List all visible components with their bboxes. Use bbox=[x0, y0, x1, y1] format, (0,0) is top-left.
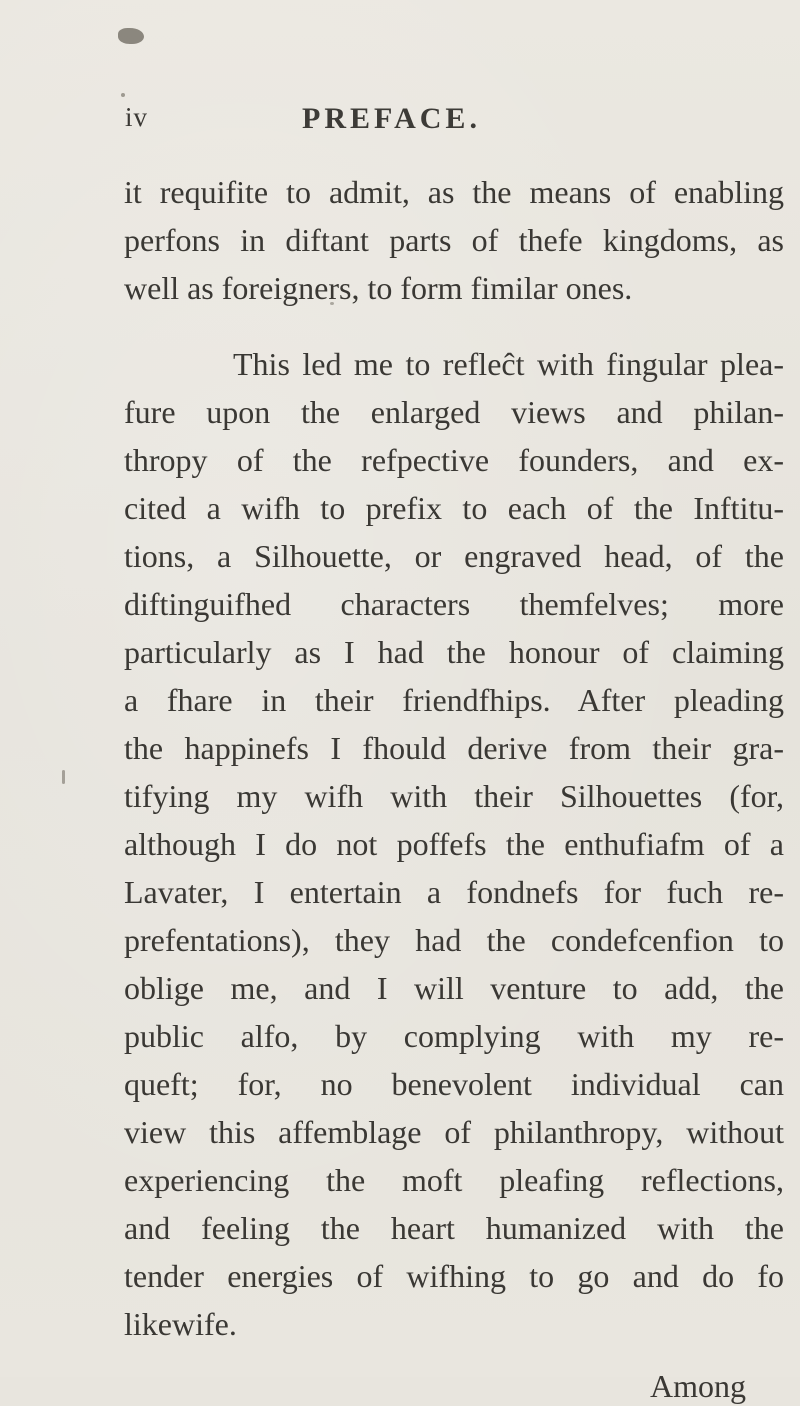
text-line: it requifite to admit, as the means of enabling bbox=[124, 174, 784, 210]
text-line: well as foreigners, to form fimilar ones. bbox=[124, 270, 633, 306]
text-line: although I do not poffefs the enthufiafm of a bbox=[124, 826, 784, 862]
text-line: thropy of the refpective founders, and ex- bbox=[124, 442, 784, 478]
paragraph-start-line: This led me to refleĉt with fingular plea- bbox=[233, 346, 784, 382]
text-line: tifying my wifh with their Silhouettes (for, bbox=[124, 778, 784, 814]
ink-blemish bbox=[121, 93, 125, 97]
text-line: cited a wifh to prefix to each of the Inftitu- bbox=[124, 490, 784, 526]
text-line: prefentations), they had the condefcenfion to bbox=[124, 922, 784, 958]
text-line: fure upon the enlarged views and philan- bbox=[124, 394, 784, 430]
text-line: experiencing the moft pleafing reflections, bbox=[124, 1162, 784, 1198]
text-line: queft; for, no benevolent individual can bbox=[124, 1066, 784, 1102]
text-line: a fhare in their friendfhips. After pleading bbox=[124, 682, 784, 718]
text-line: particularly as I had the honour of claiming bbox=[124, 634, 784, 670]
text-line: likewife. bbox=[124, 1306, 237, 1342]
text-line: and feeling the heart humanized with the bbox=[124, 1210, 784, 1246]
text-line: perfons in diftant parts of thefe kingdoms, as bbox=[124, 222, 784, 258]
page-header bbox=[0, 102, 800, 152]
ink-blemish bbox=[118, 28, 144, 44]
text-line: tions, a Silhouette, or engraved head, of the bbox=[124, 538, 784, 574]
text-line: diftinguifhed characters themfelves; more bbox=[124, 586, 784, 622]
ink-blemish bbox=[62, 770, 65, 784]
text-line: tender energies of wifhing to go and do fo bbox=[124, 1258, 784, 1294]
text-line: Lavater, I entertain a fondnefs for fuch re- bbox=[124, 874, 784, 910]
catchword: Among bbox=[650, 1368, 746, 1404]
text-line: oblige me, and I will venture to add, the bbox=[124, 970, 784, 1006]
text-line: view this affemblage of philanthropy, without bbox=[124, 1114, 784, 1150]
page-number: iv bbox=[125, 102, 149, 132]
text-line: the happinefs I fhould derive from their gra- bbox=[124, 730, 784, 766]
running-head: PREFACE. bbox=[302, 102, 481, 135]
text-line: public alfo, by complying with my re- bbox=[124, 1018, 784, 1054]
